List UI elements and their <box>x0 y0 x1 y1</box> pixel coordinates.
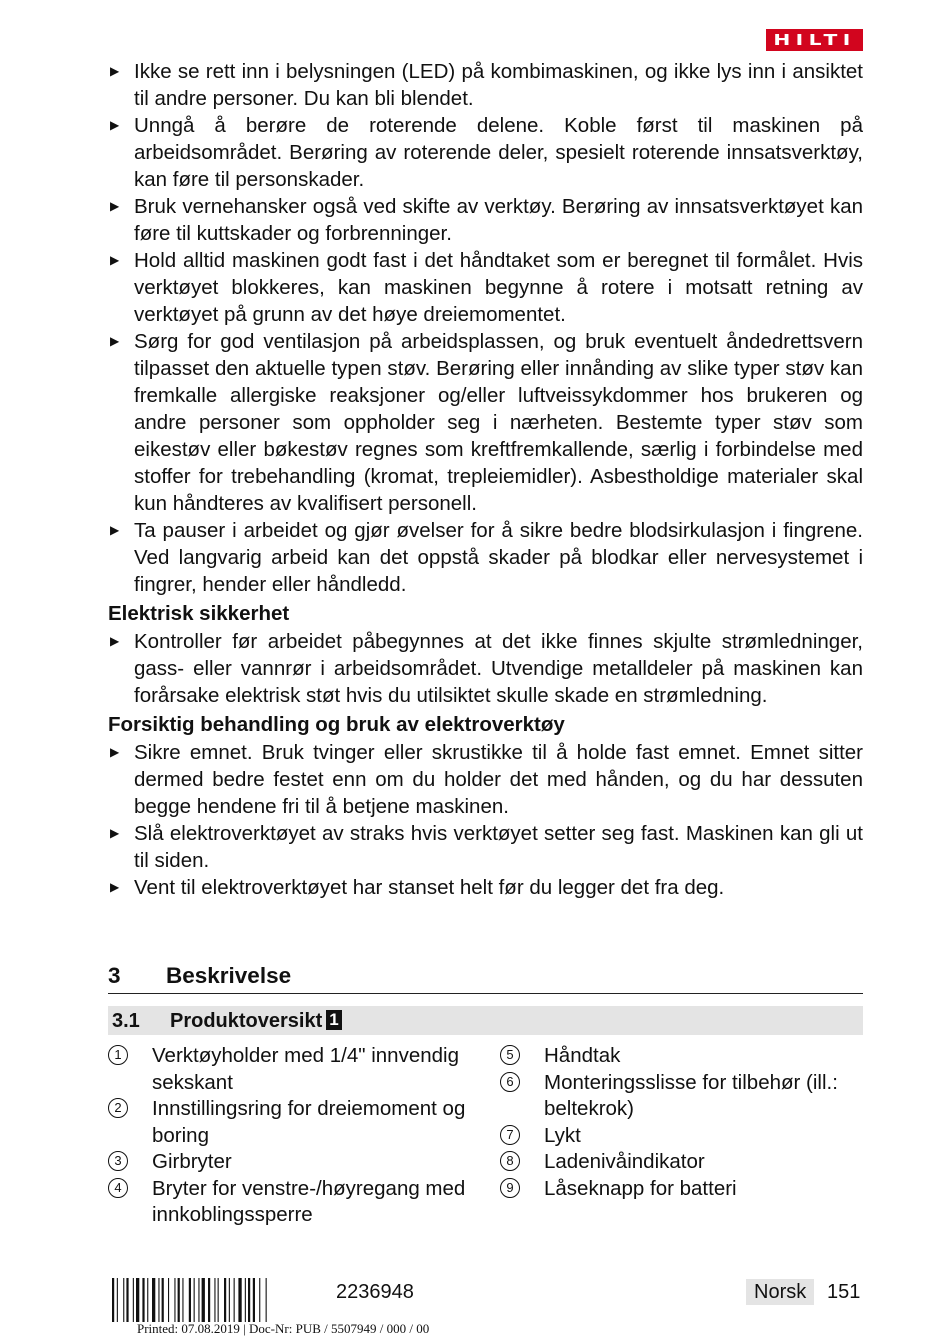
bullet-text: Vent til elektroverktøyet har stanset helt før du legger det fra deg. <box>134 876 725 899</box>
item-text: Håndtak <box>544 1044 621 1067</box>
heading-electric-safety: Elektrisk sikkerhet <box>108 602 290 625</box>
overview-item <box>500 1176 863 1203</box>
bullet-arrow-icon: ▶ <box>110 826 120 840</box>
bullet-arrow-icon: ▶ <box>110 253 120 267</box>
page-number: 151 <box>827 1281 861 1303</box>
bullet-item <box>108 58 863 112</box>
chapter-title: Beskrivelse <box>166 963 292 988</box>
language-label: Norsk <box>746 1279 814 1305</box>
bullet-item <box>108 628 863 709</box>
bullet-item <box>108 328 863 517</box>
item-number-circle: 9 <box>500 1178 520 1198</box>
hilti-logo <box>766 29 863 51</box>
section-title: Produktoversikt <box>170 1010 323 1032</box>
bullet-arrow-icon: ▶ <box>110 64 120 78</box>
bullet-arrow-icon: ▶ <box>110 880 120 894</box>
bullet-item <box>108 112 863 193</box>
bullet-text: Kontroller før arbeidet påbegynnes at det ikke finnes skjulte strømledninger, gass- eller vannrør i arbeidsområdet. Utvendige metalldeler på maskinen kan forårsake elektrisk støt hvis du utilsiktet skulle skade en strømledning. <box>134 630 863 707</box>
safety-text <box>108 58 863 901</box>
item-number-circle: 5 <box>500 1045 520 1065</box>
bullet-item <box>108 820 863 874</box>
bullet-text: Bruk vernehansker også ved skifte av verktøy. Berøring av innsatsverktøyet kan føre til kuttskader og forbrenninger. <box>134 195 863 245</box>
overview-item <box>108 1176 488 1229</box>
heading-careful-use: Forsiktig behandling og bruk av elektroverktøy <box>108 713 565 736</box>
bullet-text: Ikke se rett inn i belysningen (LED) på kombimaskinen, og ikke lys inn i ansiktet til andre personer. Du kan bli blendet. <box>134 60 863 110</box>
item-text: Bryter for venstre-/høyregang med innkoblingssperre <box>152 1176 466 1226</box>
logo-text: HILTI <box>773 31 856 49</box>
item-number-circle: 6 <box>500 1072 520 1092</box>
bullet-arrow-icon: ▶ <box>110 199 120 213</box>
bullet-arrow-icon: ▶ <box>110 334 120 348</box>
figure-reference: 1 <box>326 1010 341 1030</box>
bullet-list-general <box>108 58 863 598</box>
bullet-item <box>108 874 863 901</box>
overview-list-left <box>108 1043 488 1229</box>
bullet-text: Slå elektroverktøyet av straks hvis verktøyet setter seg fast. Maskinen kan gli ut til siden. <box>134 822 863 872</box>
section-heading <box>108 1006 863 1035</box>
overview-item <box>108 1149 488 1176</box>
item-number-circle: 4 <box>108 1178 128 1198</box>
item-text: Innstillingsring for dreiemoment og boring <box>152 1097 466 1147</box>
chapter-heading <box>108 960 863 994</box>
item-text: Ladenivåindikator <box>544 1150 705 1173</box>
bullet-item <box>108 517 863 598</box>
item-number-circle: 8 <box>500 1151 520 1171</box>
item-text: Monteringsslisse for tilbehør (ill.: beltekrok) <box>544 1070 838 1120</box>
overview-item <box>500 1043 863 1070</box>
bullet-arrow-icon: ▶ <box>110 745 120 759</box>
bullet-arrow-icon: ▶ <box>110 118 120 132</box>
bullet-list-careful <box>108 739 863 901</box>
bullet-arrow-icon: ▶ <box>110 523 120 537</box>
bullet-text: Hold alltid maskinen godt fast i det håndtaket som er beregnet til formålet. Hvis verktøyet blokkeres, kan maskinen begynne å rotere i motsatt retning av verktøyet på grunn av det høye dreiemomentet. <box>134 249 863 326</box>
item-text: Girbryter <box>152 1150 232 1173</box>
doc-number: 2236948 <box>336 1281 414 1303</box>
bullet-item <box>108 247 863 328</box>
item-number-circle: 7 <box>500 1125 520 1145</box>
item-text: Lykt <box>544 1123 581 1147</box>
printed-info: Printed: 07.08.2019 | Doc-Nr: PUB / 5507949 / 000 / 00 <box>137 1321 430 1336</box>
overview-item <box>500 1149 863 1176</box>
overview-list-right <box>500 1043 863 1202</box>
overview-item <box>500 1070 863 1123</box>
bullet-text: Unngå å berøre de roterende delene. Koble først til maskinen på arbeidsområdet. Berøring av roterende deler, spesielt roterende innsatsverktøy, kan føre til personskader. <box>134 114 863 191</box>
item-number-circle: 2 <box>108 1098 128 1118</box>
overview-item <box>108 1096 488 1149</box>
bullet-text: Sørg for god ventilasjon på arbeidsplassen, og bruk eventuelt åndedrettsvern tilpasset den aktuelle typen støv. Berøring eller innånding av slike typer støv kan fremkalle allergiske reaksjoner og/eller luftveissykdommer hos brukeren og andre personer som oppholder seg i nærheten. Bestemte typer støv som eikestøv eller bøkestøv regnes som kreftfremkallende, særlig i forbindelse med stoffer for trebehandling (kromat, trepleiemidler). Asbestholdige materialer skal kun håndteres av kvalifisert personell. <box>134 330 863 515</box>
item-number-circle: 3 <box>108 1151 128 1171</box>
item-text: Verktøyholder med 1/4" innvendig sekskant <box>152 1044 459 1094</box>
chapter-number: 3 <box>108 963 121 988</box>
bullet-list-electric <box>108 628 863 709</box>
bullet-item <box>108 739 863 820</box>
overview-item <box>500 1123 863 1150</box>
bullet-item <box>108 193 863 247</box>
overview-item <box>108 1043 488 1096</box>
bullet-text: Ta pauser i arbeidet og gjør øvelser for å sikre bedre blodsirkulasjon i fingrene. Ved langvarig arbeid kan det oppstå skader på blodkar eller nervesystemet i fingrer, hender eller håndledd. <box>134 519 863 596</box>
barcode <box>112 1278 314 1322</box>
section-number: 3.1 <box>112 1010 140 1032</box>
item-text: Låseknapp for batteri <box>544 1176 737 1200</box>
bullet-text: Sikre emnet. Bruk tvinger eller skrustikke til å holde fast emnet. Emnet sitter dermed bedre festet enn om du holder det med hånden, og du har dessuten begge hendene fri til å betjene maskinen. <box>134 741 863 818</box>
item-number-circle: 1 <box>108 1045 128 1065</box>
bullet-arrow-icon: ▶ <box>110 634 120 648</box>
